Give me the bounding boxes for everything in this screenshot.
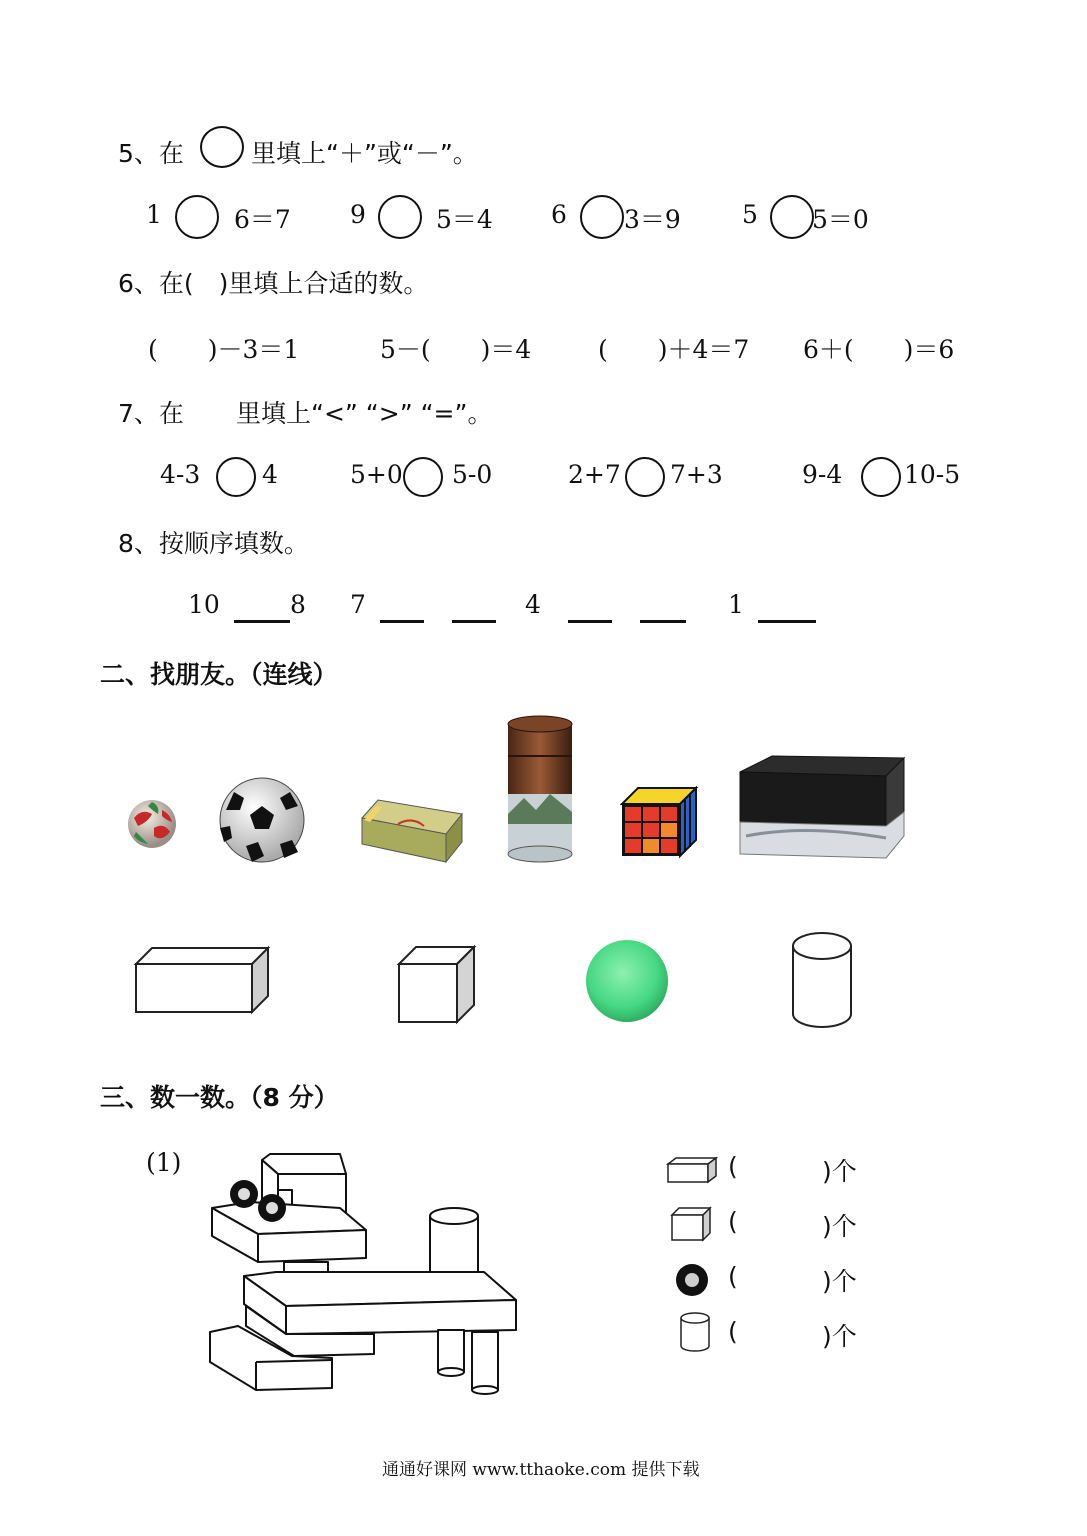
q5-item-left: 6 [551, 200, 567, 229]
q5-title-prefix: 5、在 [118, 139, 184, 168]
q6-item[interactable]: ( )－3＝1 [148, 335, 300, 364]
q5-item-left: 1 [146, 200, 162, 229]
cube-icon [670, 1206, 712, 1242]
matchbox-image[interactable] [358, 792, 466, 864]
q7-item-left: 2+7 [568, 460, 621, 489]
count-open: ( [728, 1207, 738, 1236]
stacked-blocks-figure [200, 1150, 526, 1400]
q5-item-right: 3＝9 [624, 205, 681, 234]
count-close: )个 [822, 1212, 857, 1241]
q7-title-prefix: 7、在 [118, 399, 184, 428]
q6-item[interactable]: ( )＋4＝7 [598, 335, 750, 364]
q8-blank[interactable] [234, 620, 290, 623]
q7-item-left: 5+0 [350, 460, 403, 489]
q8-title: 8、按顺序填数。 [118, 529, 309, 558]
q7-item-left: 4-3 [160, 460, 201, 489]
count-open: ( [728, 1317, 738, 1346]
small-ball-image[interactable] [124, 796, 180, 852]
sphere-icon [674, 1262, 710, 1298]
shoe-box-image[interactable] [736, 752, 908, 864]
q7-item-right: 4 [262, 460, 278, 489]
rubiks-cube-image[interactable] [618, 786, 700, 858]
cube-shape[interactable] [396, 944, 478, 1026]
q6-title: 6、在( )里填上合适的数。 [118, 269, 429, 298]
section3-sub-label: (1) [146, 1148, 182, 1177]
q7-item-right: 10-5 [904, 460, 961, 489]
q8-number: 1 [728, 590, 744, 619]
q5-item-left: 9 [350, 200, 366, 229]
count-close: )个 [822, 1267, 857, 1296]
q8-number: 8 [290, 590, 306, 619]
q5-item-right: 5＝4 [436, 205, 493, 234]
q8-number: 7 [350, 590, 366, 619]
q8-blank[interactable] [452, 620, 496, 623]
q5-answer-circle[interactable] [770, 195, 814, 239]
q7-title-suffix: 里填上“<” “>” “=”。 [236, 399, 493, 428]
q5-answer-circle[interactable] [378, 195, 422, 239]
cylinder-shape[interactable] [790, 930, 854, 1030]
sphere-shape[interactable] [584, 938, 670, 1024]
q8-number: 10 [188, 590, 220, 619]
soccer-ball-image[interactable] [218, 776, 306, 864]
q7-answer-circle[interactable] [403, 457, 443, 497]
q5-item-left: 5 [742, 200, 758, 229]
q6-item[interactable]: 6＋( )＝6 [803, 335, 955, 364]
count-close: )个 [822, 1322, 857, 1351]
q5-item-right: 5＝0 [812, 205, 869, 234]
q5-item-right: 6＝7 [234, 205, 291, 234]
q8-blank[interactable] [640, 620, 686, 623]
q7-answer-circle[interactable] [625, 457, 665, 497]
q5-answer-circle[interactable] [580, 195, 624, 239]
q7-item-right: 7+3 [670, 460, 723, 489]
q7-item-right: 5-0 [452, 460, 493, 489]
count-open: ( [728, 1152, 738, 1181]
q7-answer-circle[interactable] [861, 457, 901, 497]
q8-blank[interactable] [568, 620, 612, 623]
section3-title: 三、数一数。（8 分） [100, 1083, 339, 1112]
q8-blank[interactable] [758, 620, 816, 623]
q5-title-suffix: 里填上“＋”或“－”。 [251, 139, 478, 168]
section2-title: 二、找朋友。（连线） [100, 660, 338, 689]
cuboid-shape[interactable] [134, 944, 272, 1016]
q5-answer-circle[interactable] [175, 195, 219, 239]
q8-number: 4 [525, 590, 541, 619]
q8-blank[interactable] [380, 620, 424, 623]
tea-tin-image[interactable] [504, 714, 576, 864]
cuboid-icon [666, 1156, 720, 1184]
cylinder-icon [678, 1310, 712, 1354]
q5-title-circle [200, 126, 244, 168]
footer-text: 通通好课网 www.tthaoke.com 提供下载 [382, 1460, 700, 1480]
count-open: ( [728, 1262, 738, 1291]
q7-item-left: 9-4 [802, 460, 843, 489]
q6-item[interactable]: 5－( )＝4 [380, 335, 532, 364]
q7-answer-circle[interactable] [216, 457, 256, 497]
count-close: )个 [822, 1157, 857, 1186]
